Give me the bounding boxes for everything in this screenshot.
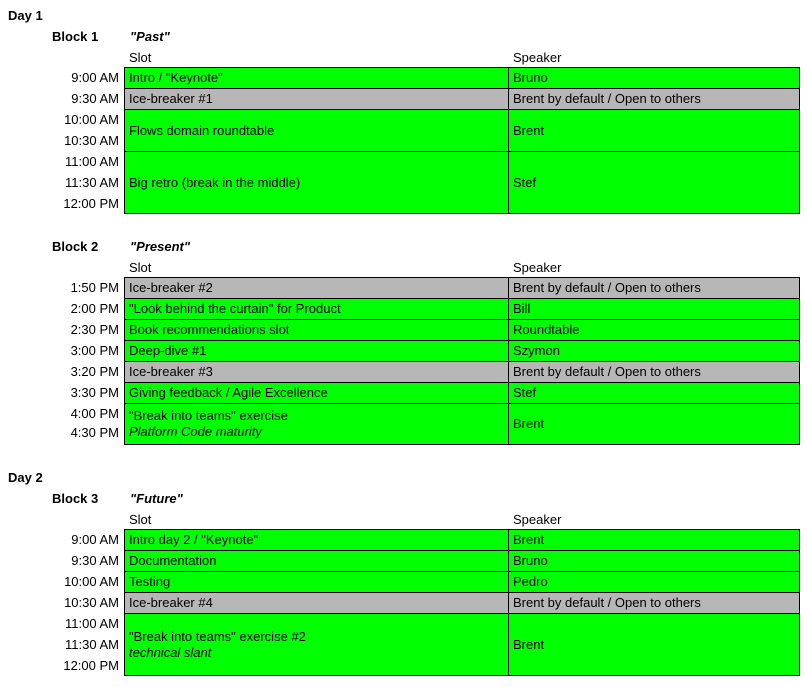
slot-title: Book recommendations slot bbox=[129, 322, 290, 337]
time-label: 12:00 PM bbox=[63, 196, 119, 211]
time-label: 3:20 PM bbox=[70, 364, 119, 379]
speaker-name: Stef bbox=[513, 385, 537, 400]
speaker-cell[interactable] bbox=[508, 382, 800, 404]
time-label: 9:30 AM bbox=[71, 553, 119, 568]
time-label: 11:30 AM bbox=[65, 637, 119, 652]
block-subtitle: "Present" bbox=[130, 239, 191, 254]
speaker-name: Pedro bbox=[513, 574, 548, 589]
slot-cell[interactable] bbox=[124, 382, 509, 404]
slot-title: Intro / "Keynote" bbox=[129, 70, 223, 85]
column-header-speaker: Speaker bbox=[513, 512, 562, 527]
slot-cell[interactable] bbox=[124, 592, 509, 614]
slot-note: Platform Code maturity bbox=[129, 424, 262, 439]
speaker-name: Bill bbox=[513, 301, 531, 316]
speaker-name: Brent by default / Open to others bbox=[513, 364, 701, 379]
slot-cell[interactable] bbox=[124, 319, 509, 341]
slot-cell[interactable] bbox=[124, 109, 509, 152]
time-label: 3:00 PM bbox=[70, 343, 119, 358]
speaker-name: Brent by default / Open to others bbox=[513, 91, 701, 106]
slot-cell[interactable] bbox=[124, 277, 509, 299]
block-label: Block 1 bbox=[52, 29, 99, 44]
speaker-cell[interactable] bbox=[508, 67, 800, 89]
speaker-cell[interactable] bbox=[508, 88, 800, 110]
slot-title: "Break into teams" exercise #2 bbox=[129, 628, 306, 644]
time-label: 9:00 AM bbox=[71, 532, 119, 547]
slot-cell[interactable] bbox=[124, 67, 509, 89]
speaker-name: Brent by default / Open to others bbox=[513, 280, 701, 295]
time-label: 1:50 PM bbox=[70, 280, 119, 295]
speaker-name: Brent bbox=[513, 122, 545, 138]
speaker-cell[interactable] bbox=[508, 277, 800, 299]
slot-cell[interactable] bbox=[124, 298, 509, 320]
time-label: 4:00 PM bbox=[70, 406, 119, 421]
column-header-slot: Slot bbox=[129, 512, 152, 527]
speaker-name: Brent bbox=[513, 532, 545, 547]
slot-cell[interactable] bbox=[124, 361, 509, 383]
slot-cell[interactable] bbox=[124, 151, 509, 214]
slot-title: Deep-dive #1 bbox=[129, 343, 207, 358]
speaker-cell[interactable] bbox=[508, 151, 800, 214]
day-label: Day 2 bbox=[8, 470, 43, 485]
column-header-speaker: Speaker bbox=[513, 260, 562, 275]
time-label: 10:30 AM bbox=[64, 133, 119, 148]
speaker-name: Brent bbox=[513, 416, 545, 431]
slot-title: Big retro (break in the middle) bbox=[129, 174, 301, 190]
column-header-slot: Slot bbox=[129, 260, 152, 275]
slot-cell[interactable] bbox=[124, 340, 509, 362]
slot-title: Ice-breaker #3 bbox=[129, 364, 213, 379]
slot-title: Ice-breaker #1 bbox=[129, 91, 213, 106]
slot-title: Ice-breaker #4 bbox=[129, 595, 213, 610]
speaker-cell[interactable] bbox=[508, 361, 800, 383]
slot-title: "Look behind the curtain" for Product bbox=[129, 301, 341, 316]
speaker-cell[interactable] bbox=[508, 319, 800, 341]
speaker-cell[interactable] bbox=[508, 298, 800, 320]
speaker-name: Bruno bbox=[513, 70, 548, 85]
slot-title: Testing bbox=[129, 574, 171, 589]
speaker-cell[interactable] bbox=[508, 550, 800, 572]
time-label: 11:00 AM bbox=[65, 154, 119, 169]
time-label: 12:00 PM bbox=[63, 658, 119, 673]
speaker-cell[interactable] bbox=[508, 613, 800, 676]
slot-cell[interactable] bbox=[124, 613, 509, 676]
time-label: 9:00 AM bbox=[71, 70, 119, 85]
time-label: 3:30 PM bbox=[70, 385, 119, 400]
speaker-cell[interactable] bbox=[508, 403, 800, 445]
slot-title: Documentation bbox=[129, 553, 217, 568]
slot-title: Giving feedback / Agile Excellence bbox=[129, 385, 328, 400]
time-label: 9:30 AM bbox=[71, 91, 119, 106]
day-label: Day 1 bbox=[8, 8, 43, 23]
slot-note: technical slant bbox=[129, 644, 212, 660]
slot-title: Flows domain roundtable bbox=[129, 122, 275, 138]
slot-cell[interactable] bbox=[124, 529, 509, 551]
speaker-name: Szymon bbox=[513, 343, 560, 358]
time-label: 11:00 AM bbox=[65, 616, 119, 631]
speaker-name: Stef bbox=[513, 174, 537, 190]
speaker-cell[interactable] bbox=[508, 109, 800, 152]
speaker-cell[interactable] bbox=[508, 571, 800, 593]
block-subtitle: "Past" bbox=[130, 29, 170, 44]
speaker-cell[interactable] bbox=[508, 340, 800, 362]
time-label: 2:30 PM bbox=[70, 322, 119, 337]
speaker-cell[interactable] bbox=[508, 529, 800, 551]
column-header-slot: Slot bbox=[129, 50, 152, 65]
speaker-name: Roundtable bbox=[513, 322, 580, 337]
slot-title: Ice-breaker #2 bbox=[129, 280, 213, 295]
time-label: 10:30 AM bbox=[64, 595, 119, 610]
speaker-name: Brent by default / Open to others bbox=[513, 595, 701, 610]
slot-cell[interactable] bbox=[124, 88, 509, 110]
time-label: 10:00 AM bbox=[64, 112, 119, 127]
speaker-cell[interactable] bbox=[508, 592, 800, 614]
speaker-name: Bruno bbox=[513, 553, 548, 568]
column-header-speaker: Speaker bbox=[513, 50, 562, 65]
time-label: 2:00 PM bbox=[70, 301, 119, 316]
speaker-name: Brent bbox=[513, 636, 545, 652]
block-label: Block 3 bbox=[52, 491, 99, 506]
slot-title: "Break into teams" exercise bbox=[129, 408, 288, 423]
slot-cell[interactable] bbox=[124, 571, 509, 593]
block-label: Block 2 bbox=[52, 239, 99, 254]
time-label: 4:30 PM bbox=[70, 425, 119, 440]
time-label: 11:30 AM bbox=[65, 175, 119, 190]
block-subtitle: "Future" bbox=[130, 491, 183, 506]
slot-cell[interactable] bbox=[124, 403, 509, 445]
slot-title: Intro day 2 / "Keynote" bbox=[129, 532, 259, 547]
time-label: 10:00 AM bbox=[64, 574, 119, 589]
slot-cell[interactable] bbox=[124, 550, 509, 572]
